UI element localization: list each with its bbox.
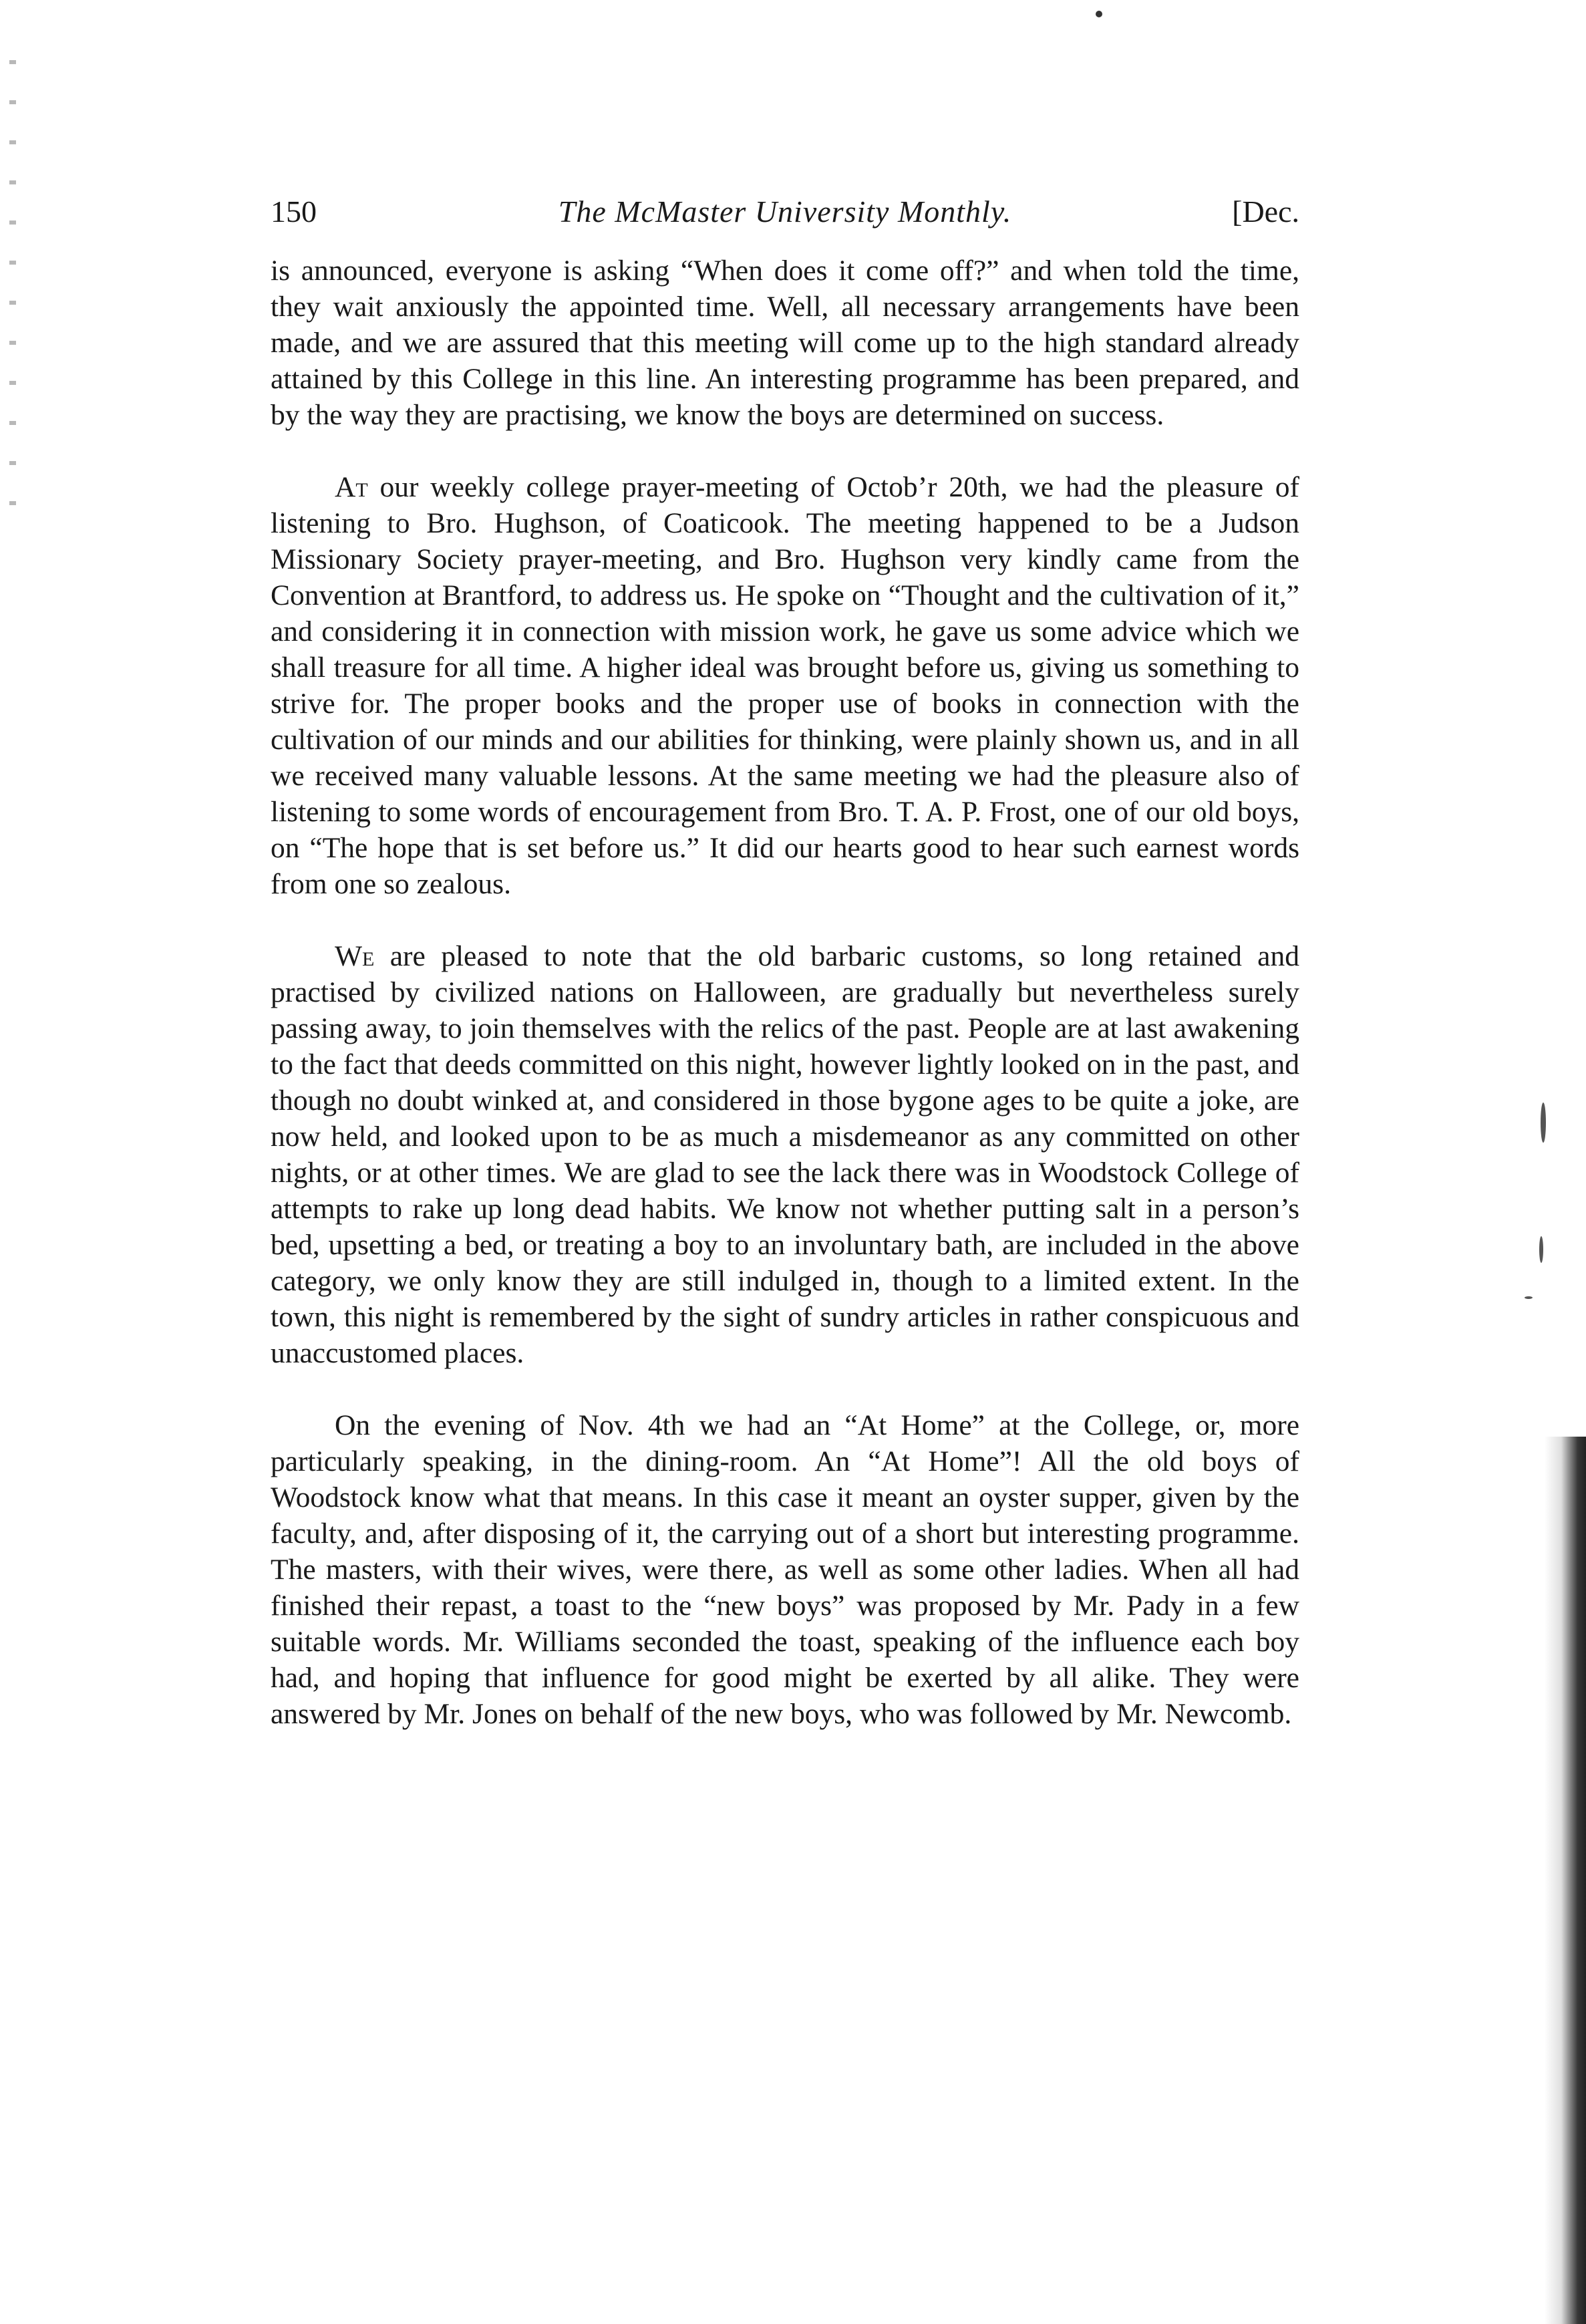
scan-speck bbox=[1096, 11, 1102, 17]
paragraph-text: are pleased to note that the old barbaric customs, so long retained and practised by civilized nations on Halloween, are gradually but nevertheless surely passing away, to join themselves with the relics of the past. People are at last awakening to the fact that deeds committed on this night, however lightly looked on in the past, and though no doubt winked at, and considered in those bygone ages to be quite a joke, are now held, and looked upon to be as much a misdemeanor as any committed on other nights, or at other times. We are glad to see the lack there was in Woodstock College of attempts to rake up long dead habits. We know not whether putting salt in a person’s bed, upsetting a bed, or treating a boy to an involuntary bath, are included in the above category, we only know they are still indulged in, though to a limited extent. In the town, this night is remembered by the sight of sundry articles in rather conspicuous and unaccustomed places. bbox=[271, 940, 1299, 1369]
scan-binding-shadow bbox=[1545, 1437, 1586, 2324]
paragraph-text: On the evening of Nov. 4th we had an “At Home” at the College, or, more particularly speaking, in the dining-room. An “At Home”! All the old boys of Woodstock know what that means. In this case it meant an oyster supper, given by the faculty, and, after disposing of it, the carrying out of a short but interesting programme. The masters, with their wives, were there, as well as some other ladies. When all had finished their repast, a toast to the “new boys” was proposed by Mr. Pady in a few suitable words. Mr. Williams seconded the toast, speaking of the influence each boy had, and hoping that influence for good might be exerted by all alike. They were answered by Mr. Jones on behalf of the new boys, who was followed by Mr. Newcomb. bbox=[271, 1409, 1299, 1730]
page-number: 150 bbox=[271, 194, 317, 229]
paragraph-lead: At bbox=[335, 471, 368, 503]
paragraph-halloween bbox=[271, 938, 1299, 1371]
paragraph-text: is announced, everyone is asking “When does it come off?” and when told the time, they wait anxiously the appointed time. Well, all necessary arrangements have been made, and we are assured that this meeting will come up to the high standard already attained by this College in this line. An interesting programme has been prepared, and by the way they are practising, we know the boys are determined on success. bbox=[271, 255, 1299, 431]
scan-speck bbox=[1525, 1296, 1533, 1299]
paragraph-lead: We bbox=[335, 940, 375, 972]
paragraph-at-home bbox=[271, 1407, 1299, 1732]
section-month: [Dec. bbox=[1232, 194, 1299, 229]
paragraph-continued bbox=[271, 253, 1299, 433]
scan-edge-marks bbox=[9, 60, 16, 528]
scan-speck bbox=[1541, 1103, 1546, 1143]
running-title: The McMaster University Monthly. bbox=[558, 194, 1012, 229]
scan-speck bbox=[1539, 1236, 1543, 1263]
article-body bbox=[271, 253, 1299, 1732]
running-header bbox=[271, 188, 1299, 235]
paragraph-text: our weekly college prayer-meeting of Octob’r 20th, we had the pleasure of listening to Bro. Hughson, of Coaticook. The meeting happened to be a Judson Missionary Society prayer-meeting, and Bro. Hughson very kindly came from the Convention at Brantford, to address us. He spoke on “Thought and the cultivation of it,” and considering it in connection with mission work, he gave us some advice which we shall treasure for all time. A higher ideal was brought before us, giving us something to strive for. The proper books and the proper use of books in connection with the cultivation of our minds and our abilities for thinking, were plainly shown us, and in all we received many valuable lessons. At the same meeting we had the pleasure also of listening to some words of encouragement from Bro. T. A. P. Frost, one of our old boys, on “The hope that is set before us.” It did our hearts good to hear such earnest words from one so zealous. bbox=[271, 471, 1299, 900]
paragraph-prayer-meeting bbox=[271, 469, 1299, 902]
